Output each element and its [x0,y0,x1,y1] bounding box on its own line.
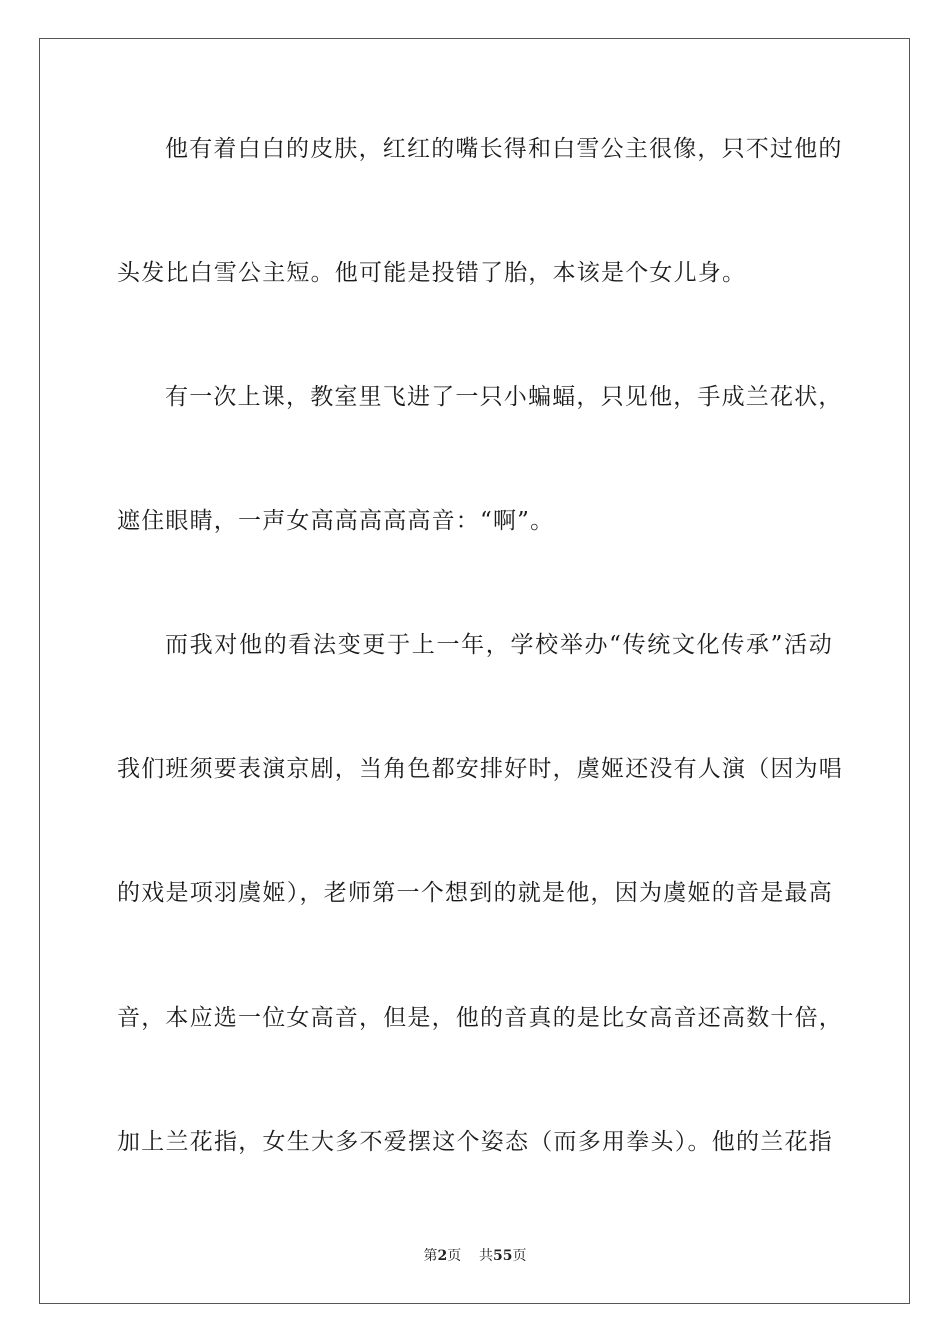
total-suffix: 页 [512,1248,527,1264]
paragraph-1-line-2: 头发比白雪公主短。他可能是投错了胎，本该是个女儿身。 [117,260,747,286]
paragraph-3-line-5: 加上兰花指，女生大多不爱摆这个姿态（而多用拳头）。他的兰花指 [117,1129,833,1155]
page-footer [0,1247,950,1265]
paragraph-1-line-1: 他有着白白的皮肤，红红的嘴长得和白雪公主很像，只不过他的 [165,136,843,162]
paragraph-3-line-4: 音，本应选一位女高音，但是，他的音真的是比女高音还高数十倍， [117,1005,843,1031]
page-prefix: 第 [423,1248,438,1264]
page-number: 2 [437,1248,448,1264]
paragraph-3-line-3: 的戏是项羽虞姬），老师第一个想到的就是他，因为虞姬的音是最高 [117,880,833,906]
total-pages: 55 [493,1248,513,1264]
paragraph-3-line-1: 而我对他的看法变更于上一年，学校举办“传统文化传承”活动 [165,632,833,658]
paragraph-3-line-2: 我们班须要表演京剧，当角色都安排好时，虞姬还没有人演（因为唱 [117,756,843,782]
paragraph-2-line-1: 有一次上课，教室里飞进了一只小蝙蝠，只见他，手成兰花状， [165,384,843,410]
total-prefix: 共 [479,1248,494,1264]
page-border [39,38,910,1304]
page-suffix: 页 [447,1248,462,1264]
paragraph-2-line-2: 遮住眼睛，一声女高高高高高音：“啊”。 [117,508,555,534]
